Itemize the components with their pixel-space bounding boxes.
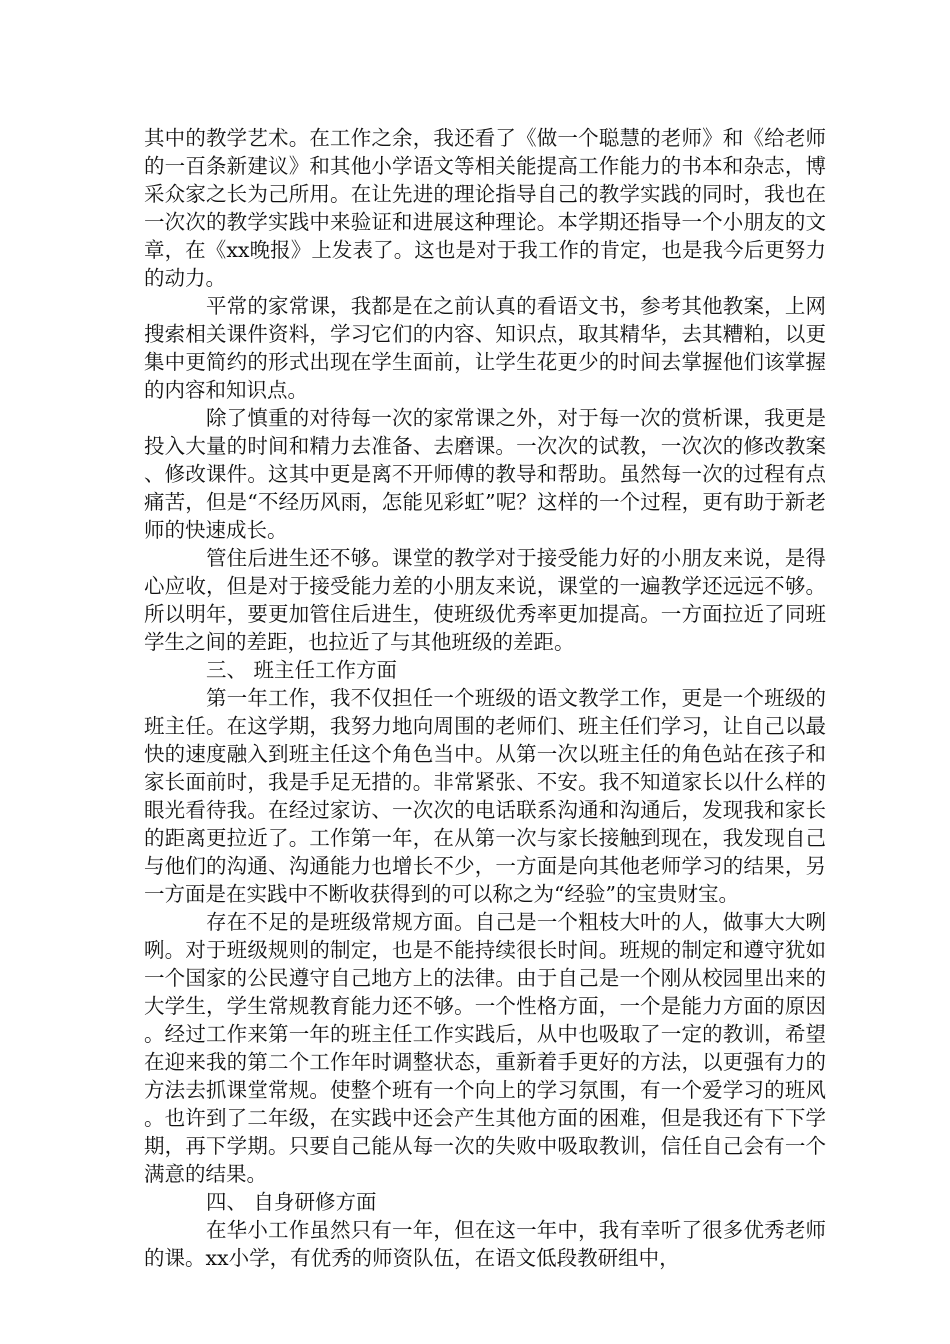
paragraph-1: 其中的教学艺术。在工作之余，我还看了《做一个聪慧的老师》和《给老师的一百条新建议》和其他小学语文等相关能提高工作能力的书本和杂志，博采众家之长为己所用。在让先进的理论指导自己的教学实践的同时，我也在一次次的教学实践中来验证和进展这种理论。本学期还指导一个小朋友的文章，在《xx晚报》上发表了。这也是对于我工作的肯定，也是我今后更努力的动力。 <box>144 126 826 290</box>
paragraph-4: 管住后进生还不够。课堂的教学对于接受能力好的小朋友来说，是得心应收，但是对于接受能力差的小朋友来说，课堂的一遍教学还远远不够。所以明年，要更加管住后进生，使班级优秀率更加提高。一方面拉近了同班学生之间的差距，也拉近了与其他班级的差距。 <box>144 546 826 654</box>
paragraph-5: 第一年工作，我不仅担任一个班级的语文教学工作，更是一个班级的班主任。在这学期，我努力地向周围的老师们、班主任们学习，让自己以最快的速度融入到班主任这个角色当中。从第一次以班主任的角色站在孩子和家长面前时，我是手足无措的。非常紧张、不安。我不知道家长以什么样的眼光看待我。在经过家访、一次次的电话联系沟通和沟通后，发现我和家长的距离更拉近了。工作第一年，在从第一次与家长接触到现在，我发现自己与他们的沟通、沟通能力也增长不少，一方面是向其他老师学习的结果，另一方面是在实践中不断收获得到的可以称之为“经验”的宝贵财宝。 <box>144 686 826 906</box>
section-heading-4: 四、 自身研修方面 <box>206 1190 377 1214</box>
document-page <box>144 124 826 1272</box>
paragraph-6: 存在不足的是班级常规方面。自己是一个粗枝大叶的人，做事大大咧咧。对于班级规则的制定，也是不能持续很长时间。班规的制定和遵守犹如一个国家的公民遵守自己地方上的法律。由于自己是一个刚从校园里出来的大学生，学生常规教育能力还不够。一个性格方面，一个是能力方面的原因。经过工作来第一年的班主任工作实践后，从中也吸取了一定的教训，希望在迎来我的第二个工作年时调整状态，重新着手更好的方法，以更强有力的方法去抓课堂常规。使整个班有一个向上的学习氛围，有一个爱学习的班风。也许到了二年级，在实践中还会产生其他方面的困难，但是我还有下下学期，再下学期。只要自己能从每一次的失败中吸取教训，信任自己会有一个满意的结果。 <box>144 910 826 1186</box>
section-heading-3: 三、 班主任工作方面 <box>206 658 398 682</box>
paragraph-3: 除了慎重的对待每一次的家常课之外，对于每一次的赏析课，我更是投入大量的时间和精力去准备、去磨课。一次次的试教，一次次的修改教案、修改课件。这其中更是离不开师傅的教导和帮助。虽然每一次的过程有点痛苦，但是“不经历风雨，怎能见彩虹”呢？这样的一个过程，更有助于新老师的快速成长。 <box>144 406 826 542</box>
paragraph-7: 在华小工作虽然只有一年，但在这一年中，我有幸听了很多优秀老师的课。xx小学，有优秀的师资队伍，在语文低段教研组中， <box>144 1218 826 1270</box>
paragraph-2: 平常的家常课，我都是在之前认真的看语文书，参考其他教案，上网搜索相关课件资料，学习它们的内容、知识点，取其精华，去其糟粕，以更集中更简约的形式出现在学生面前，让学生花更少的时间去掌握他们该掌握的内容和知识点。 <box>144 294 826 402</box>
